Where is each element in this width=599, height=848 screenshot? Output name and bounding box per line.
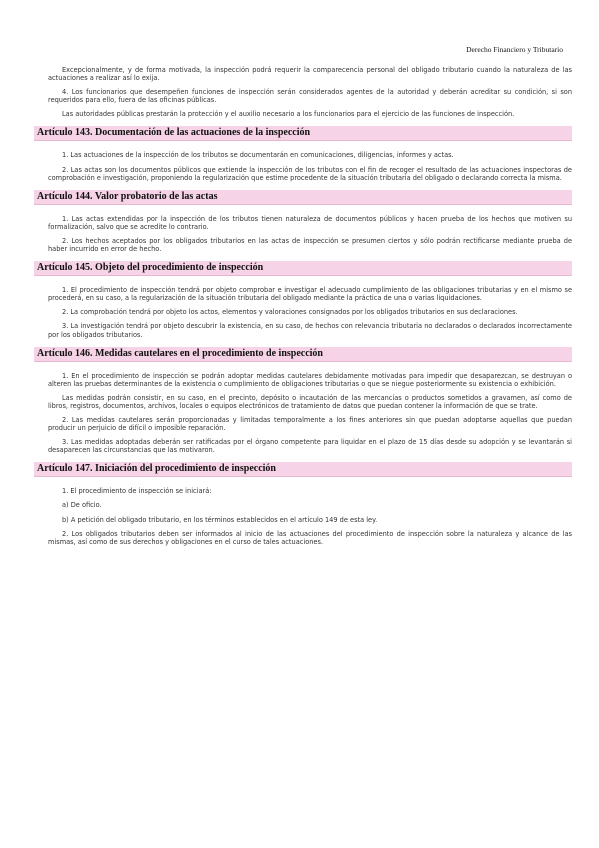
paragraph-text: 2. Los hechos aceptados por los obligados tributarios en las actas de inspección se presumen ciertos y sólo podrán rectificarse mediante prueba de haber incurrido en error de hecho.	[48, 236, 572, 254]
paragraph	[34, 372, 572, 388]
paragraph	[34, 166, 572, 182]
paragraph	[34, 322, 572, 338]
paragraph	[34, 237, 572, 253]
article-heading: Artículo 144. Valor probatorio de las actas	[34, 190, 572, 205]
paragraph-text: 2. Las actas son los documentos públicos que extiende la inspección de los tributos con el fin de recoger el resultado de las actuaciones inspectoras de comprobación e investigación, proponiendo la regularización que estime procedente de la situación tributaria del obligado o declarando correcta la misma.	[48, 165, 572, 182]
intro-block	[34, 66, 572, 118]
running-header: Derecho Financiero y Tributario	[466, 45, 563, 54]
paragraph	[34, 530, 572, 546]
paragraph-text: 3. Las medidas adoptadas deberán ser ratificadas por el órgano competente para liquidar en el plazo de 15 días desde su adopción y se levantarán si desaparecen las circunstancias que las motivaron.	[48, 438, 572, 455]
paragraph	[34, 487, 572, 495]
paragraph-text: Las medidas podrán consistir, en su caso, en el precinto, depósito o incautación de las mercancías o productos sometidos a gravamen, así como de libros, registros, documentos, archivos, locales o equipos electrónicos de tratamiento de datos que puedan contener la información de que se trate.	[48, 393, 572, 410]
document-body	[34, 66, 572, 552]
paragraph	[34, 215, 572, 231]
paragraph	[34, 286, 572, 302]
paragraph-text: 2. Los obligados tributarios deben ser informados al inicio de las actuaciones del procedimiento de inspección sobre la naturaleza y alcance de las mismas, así como de sus derechos y obligaciones en el curso de tales actuaciones.	[48, 529, 572, 546]
article-heading: Artículo 143. Documentación de las actuaciones de la inspección	[34, 126, 572, 141]
article-heading: Artículo 145. Objeto del procedimiento de inspección	[34, 261, 572, 276]
paragraph-text: 1. Las actuaciones de la inspección de los tributos se documentarán en comunicaciones, diligencias, informes y actas.	[62, 151, 454, 160]
paragraph	[34, 151, 572, 159]
article-144	[34, 190, 572, 253]
article-147	[34, 462, 572, 545]
paragraph-text: 4. Los funcionarios que desempeñen funciones de inspección serán considerados agentes de la autoridad y deberán acreditar su condición, si son requeridos para ello, fuera de las oficinas públicas.	[48, 88, 572, 105]
article-143	[34, 126, 572, 181]
paragraph-text: 2. La comprobación tendrá por objeto los actos, elementos y valoraciones consignados por los obligados tributarios en sus declaraciones.	[62, 308, 518, 317]
paragraph-text: a) De oficio.	[62, 501, 102, 510]
article-145	[34, 261, 572, 338]
paragraph-text: Excepcionalmente, y de forma motivada, la inspección podrá requerir la comparecencia personal del obligado tributario cuando la naturaleza de las actuaciones a realizar así lo exija.	[48, 66, 572, 83]
paragraph	[34, 501, 572, 509]
article-heading: Artículo 146. Medidas cautelares en el procedimiento de inspección	[34, 347, 572, 362]
paragraph	[34, 66, 572, 82]
article-heading: Artículo 147. Iniciación del procedimiento de inspección	[34, 462, 572, 477]
paragraph	[34, 110, 572, 118]
paragraph-text: 2. Las medidas cautelares serán proporcionadas y limitadas temporalmente a los fines anteriores sin que puedan adoptarse aquellas que puedan producir un perjuicio de difícil o imposible reparación.	[48, 415, 572, 433]
article-146	[34, 347, 572, 455]
paragraph	[34, 416, 572, 432]
paragraph	[34, 438, 572, 454]
paragraph-text: 1. El procedimiento de inspección se iniciará:	[62, 487, 212, 496]
paragraph-text: 1. Las actas extendidas por la inspección de los tributos tienen naturaleza de documentos públicos y hacen prueba de los hechos que motiven su formalización, salvo que se acredite lo contrario.	[48, 214, 572, 231]
paragraph-text: 1. El procedimiento de inspección tendrá por objeto comprobar e investigar el adecuado cumplimiento de las obligaciones tributarias y en el mismo se procederá, en su caso, a la regularización de la situación tributaria del obligado mediante la práctica de una o varias liquidaciones.	[48, 286, 572, 303]
paragraph	[34, 88, 572, 104]
paragraph-text: b) A petición del obligado tributario, en los términos establecidos en el artículo 149 de esta ley.	[62, 515, 378, 524]
paragraph-text: Las autoridades públicas prestarán la protección y el auxilio necesario a los funcionarios para el ejercicio de las funciones de inspección.	[62, 110, 515, 119]
paragraph-text: 1. En el procedimiento de inspección se podrán adoptar medidas cautelares debidamente motivadas para impedir que desaparezcan, se destruyan o alteren las pruebas determinantes de la existencia o cumplimiento de obligaciones tributarias o que se niegue posteriormente su existencia o exhibición.	[48, 371, 572, 388]
paragraph-text: 3. La investigación tendrá por objeto descubrir la existencia, en su caso, de hechos con relevancia tributaria no declarados o declarados incorrectamente por los obligados tributarios.	[48, 322, 572, 339]
paragraph	[34, 516, 572, 524]
paragraph	[34, 394, 572, 410]
paragraph	[34, 308, 572, 316]
